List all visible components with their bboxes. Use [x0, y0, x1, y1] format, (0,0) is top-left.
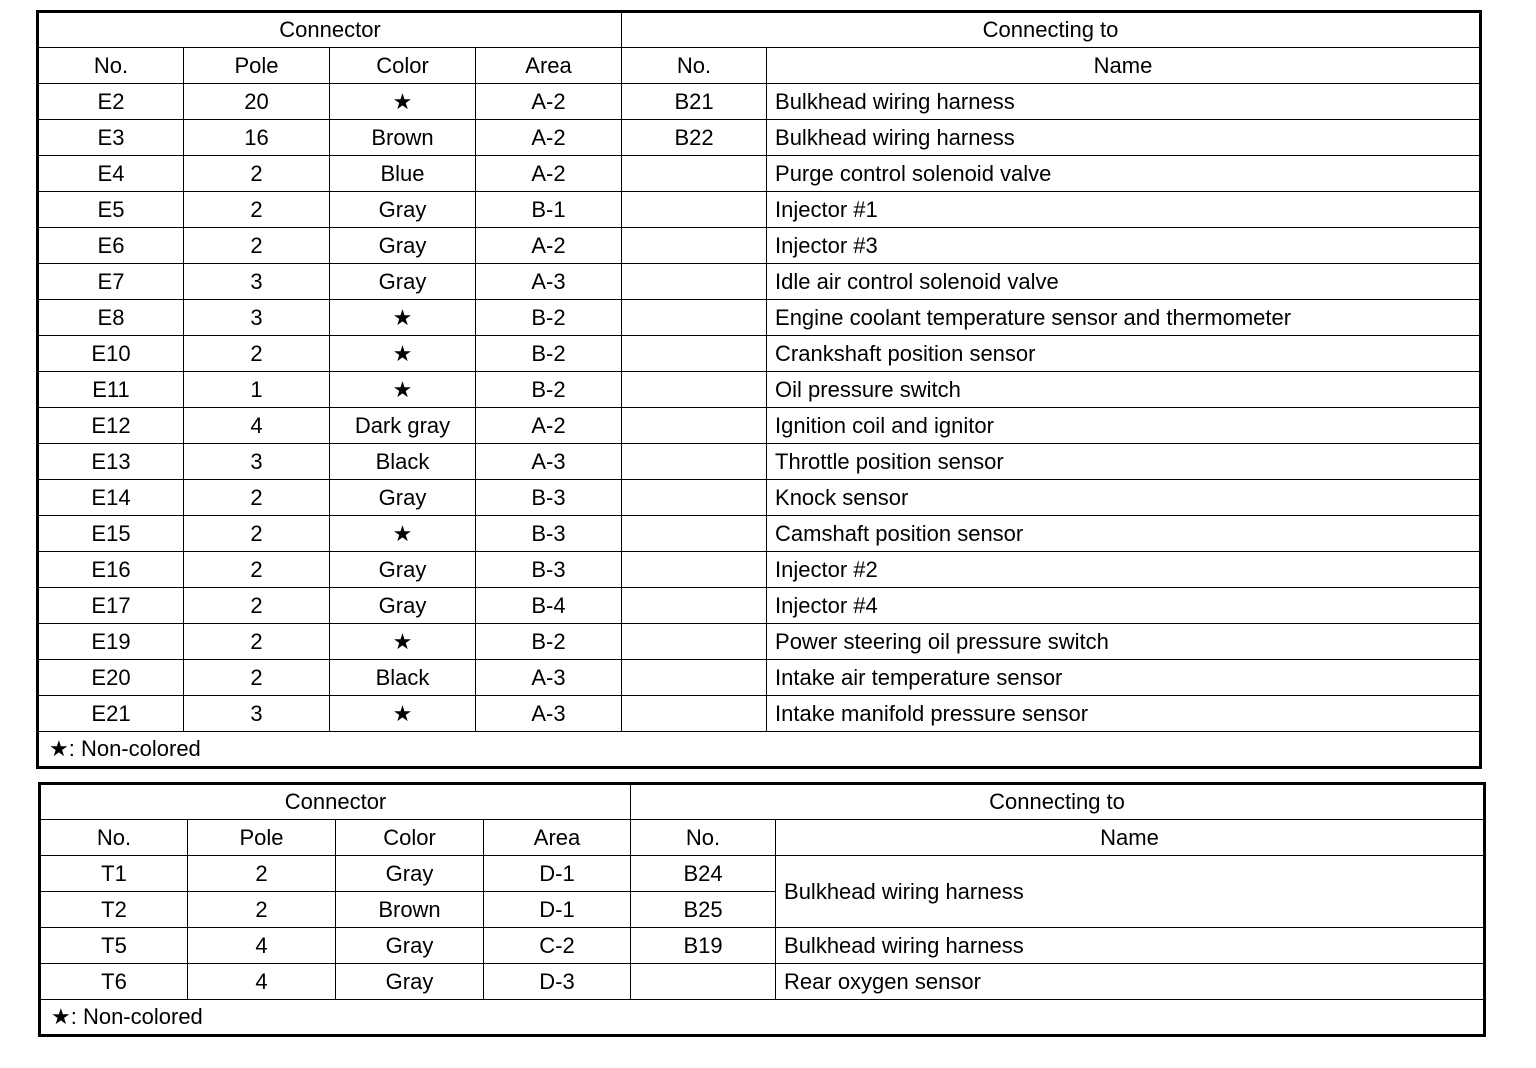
cell-pole: 4	[188, 928, 336, 964]
cell-color: Black	[330, 444, 476, 480]
cell-color: ★	[330, 372, 476, 408]
cell-to-no	[622, 192, 767, 228]
connecting-to-group-header: Connecting to	[631, 784, 1485, 820]
cell-to-no	[622, 588, 767, 624]
cell-pole: 16	[184, 120, 330, 156]
cell-color: Black	[330, 660, 476, 696]
table-row	[38, 444, 1481, 480]
cell-to-no	[622, 624, 767, 660]
connector-group-header: Connector	[40, 784, 631, 820]
cell-color: ★	[330, 696, 476, 732]
cell-color: Gray	[336, 964, 484, 1000]
col-header-to-no: No.	[622, 48, 767, 84]
cell-color: Gray	[336, 928, 484, 964]
cell-pole: 2	[184, 156, 330, 192]
cell-color: Gray	[330, 228, 476, 264]
cell-no: E2	[38, 84, 184, 120]
cell-to-no: B19	[631, 928, 776, 964]
cell-to-no	[622, 300, 767, 336]
cell-pole: 2	[184, 516, 330, 552]
cell-no: E17	[38, 588, 184, 624]
non-colored-note: ★: Non-colored	[38, 732, 1481, 768]
cell-color: ★	[330, 84, 476, 120]
cell-color: Gray	[330, 588, 476, 624]
col-header-name: Name	[776, 820, 1485, 856]
cell-name: Purge control solenoid valve	[767, 156, 1481, 192]
table-row	[40, 964, 1485, 1000]
cell-pole: 2	[184, 480, 330, 516]
table-row	[38, 192, 1481, 228]
group-header-row	[40, 784, 1485, 820]
cell-to-no	[622, 480, 767, 516]
cell-name: Injector #1	[767, 192, 1481, 228]
cell-name: Oil pressure switch	[767, 372, 1481, 408]
cell-area: B-3	[476, 480, 622, 516]
table-row	[38, 228, 1481, 264]
cell-no: E7	[38, 264, 184, 300]
cell-no: T2	[40, 892, 188, 928]
cell-color: ★	[330, 300, 476, 336]
cell-area: C-2	[484, 928, 631, 964]
cell-name: Idle air control solenoid valve	[767, 264, 1481, 300]
cell-area: B-3	[476, 552, 622, 588]
cell-pole: 2	[188, 856, 336, 892]
cell-name: Throttle position sensor	[767, 444, 1481, 480]
cell-color: ★	[330, 336, 476, 372]
cell-name: Injector #3	[767, 228, 1481, 264]
cell-area: B-2	[476, 336, 622, 372]
column-header-row	[40, 820, 1485, 856]
col-header-no: No.	[40, 820, 188, 856]
cell-pole: 4	[184, 408, 330, 444]
cell-color: Dark gray	[330, 408, 476, 444]
cell-name: Power steering oil pressure switch	[767, 624, 1481, 660]
cell-name: Ignition coil and ignitor	[767, 408, 1481, 444]
cell-name: Bulkhead wiring harness	[776, 928, 1485, 964]
cell-to-no	[622, 372, 767, 408]
table-row	[38, 552, 1481, 588]
cell-area: B-1	[476, 192, 622, 228]
connector-group-header: Connector	[38, 12, 622, 48]
cell-to-no	[622, 228, 767, 264]
cell-no: T6	[40, 964, 188, 1000]
cell-no: E11	[38, 372, 184, 408]
cell-area: B-4	[476, 588, 622, 624]
col-header-color: Color	[330, 48, 476, 84]
table-row	[38, 480, 1481, 516]
cell-no: E21	[38, 696, 184, 732]
cell-pole: 2	[184, 336, 330, 372]
cell-pole: 3	[184, 444, 330, 480]
cell-color: Gray	[330, 264, 476, 300]
cell-pole: 20	[184, 84, 330, 120]
cell-pole: 2	[188, 892, 336, 928]
cell-to-no	[622, 156, 767, 192]
cell-name: Bulkhead wiring harness	[776, 856, 1485, 928]
connector-table-e	[36, 10, 1482, 769]
cell-to-no	[622, 696, 767, 732]
cell-pole: 2	[184, 588, 330, 624]
cell-pole: 2	[184, 660, 330, 696]
cell-area: A-3	[476, 444, 622, 480]
cell-color: Brown	[330, 120, 476, 156]
cell-pole: 2	[184, 624, 330, 660]
cell-area: A-3	[476, 696, 622, 732]
table-note-row	[40, 1000, 1485, 1036]
cell-name: Bulkhead wiring harness	[767, 120, 1481, 156]
cell-name: Knock sensor	[767, 480, 1481, 516]
cell-name: Injector #4	[767, 588, 1481, 624]
cell-pole: 3	[184, 696, 330, 732]
cell-name: Engine coolant temperature sensor and thermometer	[767, 300, 1481, 336]
col-header-pole: Pole	[188, 820, 336, 856]
cell-to-no	[622, 552, 767, 588]
cell-no: E14	[38, 480, 184, 516]
cell-pole: 2	[184, 228, 330, 264]
connecting-to-group-header: Connecting to	[622, 12, 1481, 48]
cell-no: E5	[38, 192, 184, 228]
col-header-area: Area	[484, 820, 631, 856]
cell-area: A-2	[476, 408, 622, 444]
cell-pole: 3	[184, 300, 330, 336]
cell-name: Rear oxygen sensor	[776, 964, 1485, 1000]
table-row	[38, 624, 1481, 660]
cell-color: Gray	[330, 552, 476, 588]
cell-to-no: B24	[631, 856, 776, 892]
cell-no: E3	[38, 120, 184, 156]
cell-color: Brown	[336, 892, 484, 928]
table-row	[38, 300, 1481, 336]
table-row	[38, 84, 1481, 120]
cell-color: Blue	[330, 156, 476, 192]
cell-no: E16	[38, 552, 184, 588]
col-header-color: Color	[336, 820, 484, 856]
cell-pole: 4	[188, 964, 336, 1000]
table-row	[38, 696, 1481, 732]
table-row	[38, 660, 1481, 696]
table-row	[38, 588, 1481, 624]
non-colored-note: ★: Non-colored	[40, 1000, 1485, 1036]
cell-area: D-1	[484, 856, 631, 892]
col-header-pole: Pole	[184, 48, 330, 84]
cell-pole: 1	[184, 372, 330, 408]
table-row	[38, 408, 1481, 444]
cell-to-no	[631, 964, 776, 1000]
cell-to-no: B25	[631, 892, 776, 928]
cell-name: Intake air temperature sensor	[767, 660, 1481, 696]
table-row	[38, 156, 1481, 192]
cell-no: E8	[38, 300, 184, 336]
cell-to-no	[622, 444, 767, 480]
cell-name: Injector #2	[767, 552, 1481, 588]
cell-name: Bulkhead wiring harness	[767, 84, 1481, 120]
cell-no: E13	[38, 444, 184, 480]
col-header-to-no: No.	[631, 820, 776, 856]
cell-no: T1	[40, 856, 188, 892]
cell-no: E12	[38, 408, 184, 444]
table-note-row	[38, 732, 1481, 768]
cell-area: A-2	[476, 84, 622, 120]
cell-no: E6	[38, 228, 184, 264]
cell-to-no	[622, 516, 767, 552]
cell-to-no: B22	[622, 120, 767, 156]
cell-to-no	[622, 408, 767, 444]
col-header-area: Area	[476, 48, 622, 84]
cell-pole: 2	[184, 552, 330, 588]
cell-no: E20	[38, 660, 184, 696]
cell-no: E15	[38, 516, 184, 552]
cell-no: T5	[40, 928, 188, 964]
table-row	[38, 516, 1481, 552]
cell-no: E19	[38, 624, 184, 660]
cell-to-no: B21	[622, 84, 767, 120]
cell-name: Intake manifold pressure sensor	[767, 696, 1481, 732]
table-row	[40, 856, 1485, 892]
cell-pole: 2	[184, 192, 330, 228]
cell-area: A-2	[476, 228, 622, 264]
cell-no: E4	[38, 156, 184, 192]
cell-color: Gray	[336, 856, 484, 892]
col-header-no: No.	[38, 48, 184, 84]
group-header-row	[38, 12, 1481, 48]
table-row	[38, 120, 1481, 156]
cell-area: A-3	[476, 660, 622, 696]
cell-area: B-2	[476, 372, 622, 408]
cell-area: B-2	[476, 300, 622, 336]
cell-area: D-1	[484, 892, 631, 928]
cell-color: ★	[330, 516, 476, 552]
column-header-row	[38, 48, 1481, 84]
cell-color: Gray	[330, 480, 476, 516]
cell-area: A-2	[476, 156, 622, 192]
cell-to-no	[622, 336, 767, 372]
cell-color: Gray	[330, 192, 476, 228]
table-row	[38, 336, 1481, 372]
cell-no: E10	[38, 336, 184, 372]
cell-area: B-2	[476, 624, 622, 660]
cell-area: D-3	[484, 964, 631, 1000]
cell-to-no	[622, 660, 767, 696]
cell-color: ★	[330, 624, 476, 660]
cell-area: B-3	[476, 516, 622, 552]
table-row	[40, 928, 1485, 964]
col-header-name: Name	[767, 48, 1481, 84]
cell-to-no	[622, 264, 767, 300]
cell-area: A-3	[476, 264, 622, 300]
cell-area: A-2	[476, 120, 622, 156]
cell-name: Crankshaft position sensor	[767, 336, 1481, 372]
table-row	[38, 264, 1481, 300]
table-row	[38, 372, 1481, 408]
cell-name: Camshaft position sensor	[767, 516, 1481, 552]
connector-table-t	[38, 782, 1486, 1037]
cell-pole: 3	[184, 264, 330, 300]
